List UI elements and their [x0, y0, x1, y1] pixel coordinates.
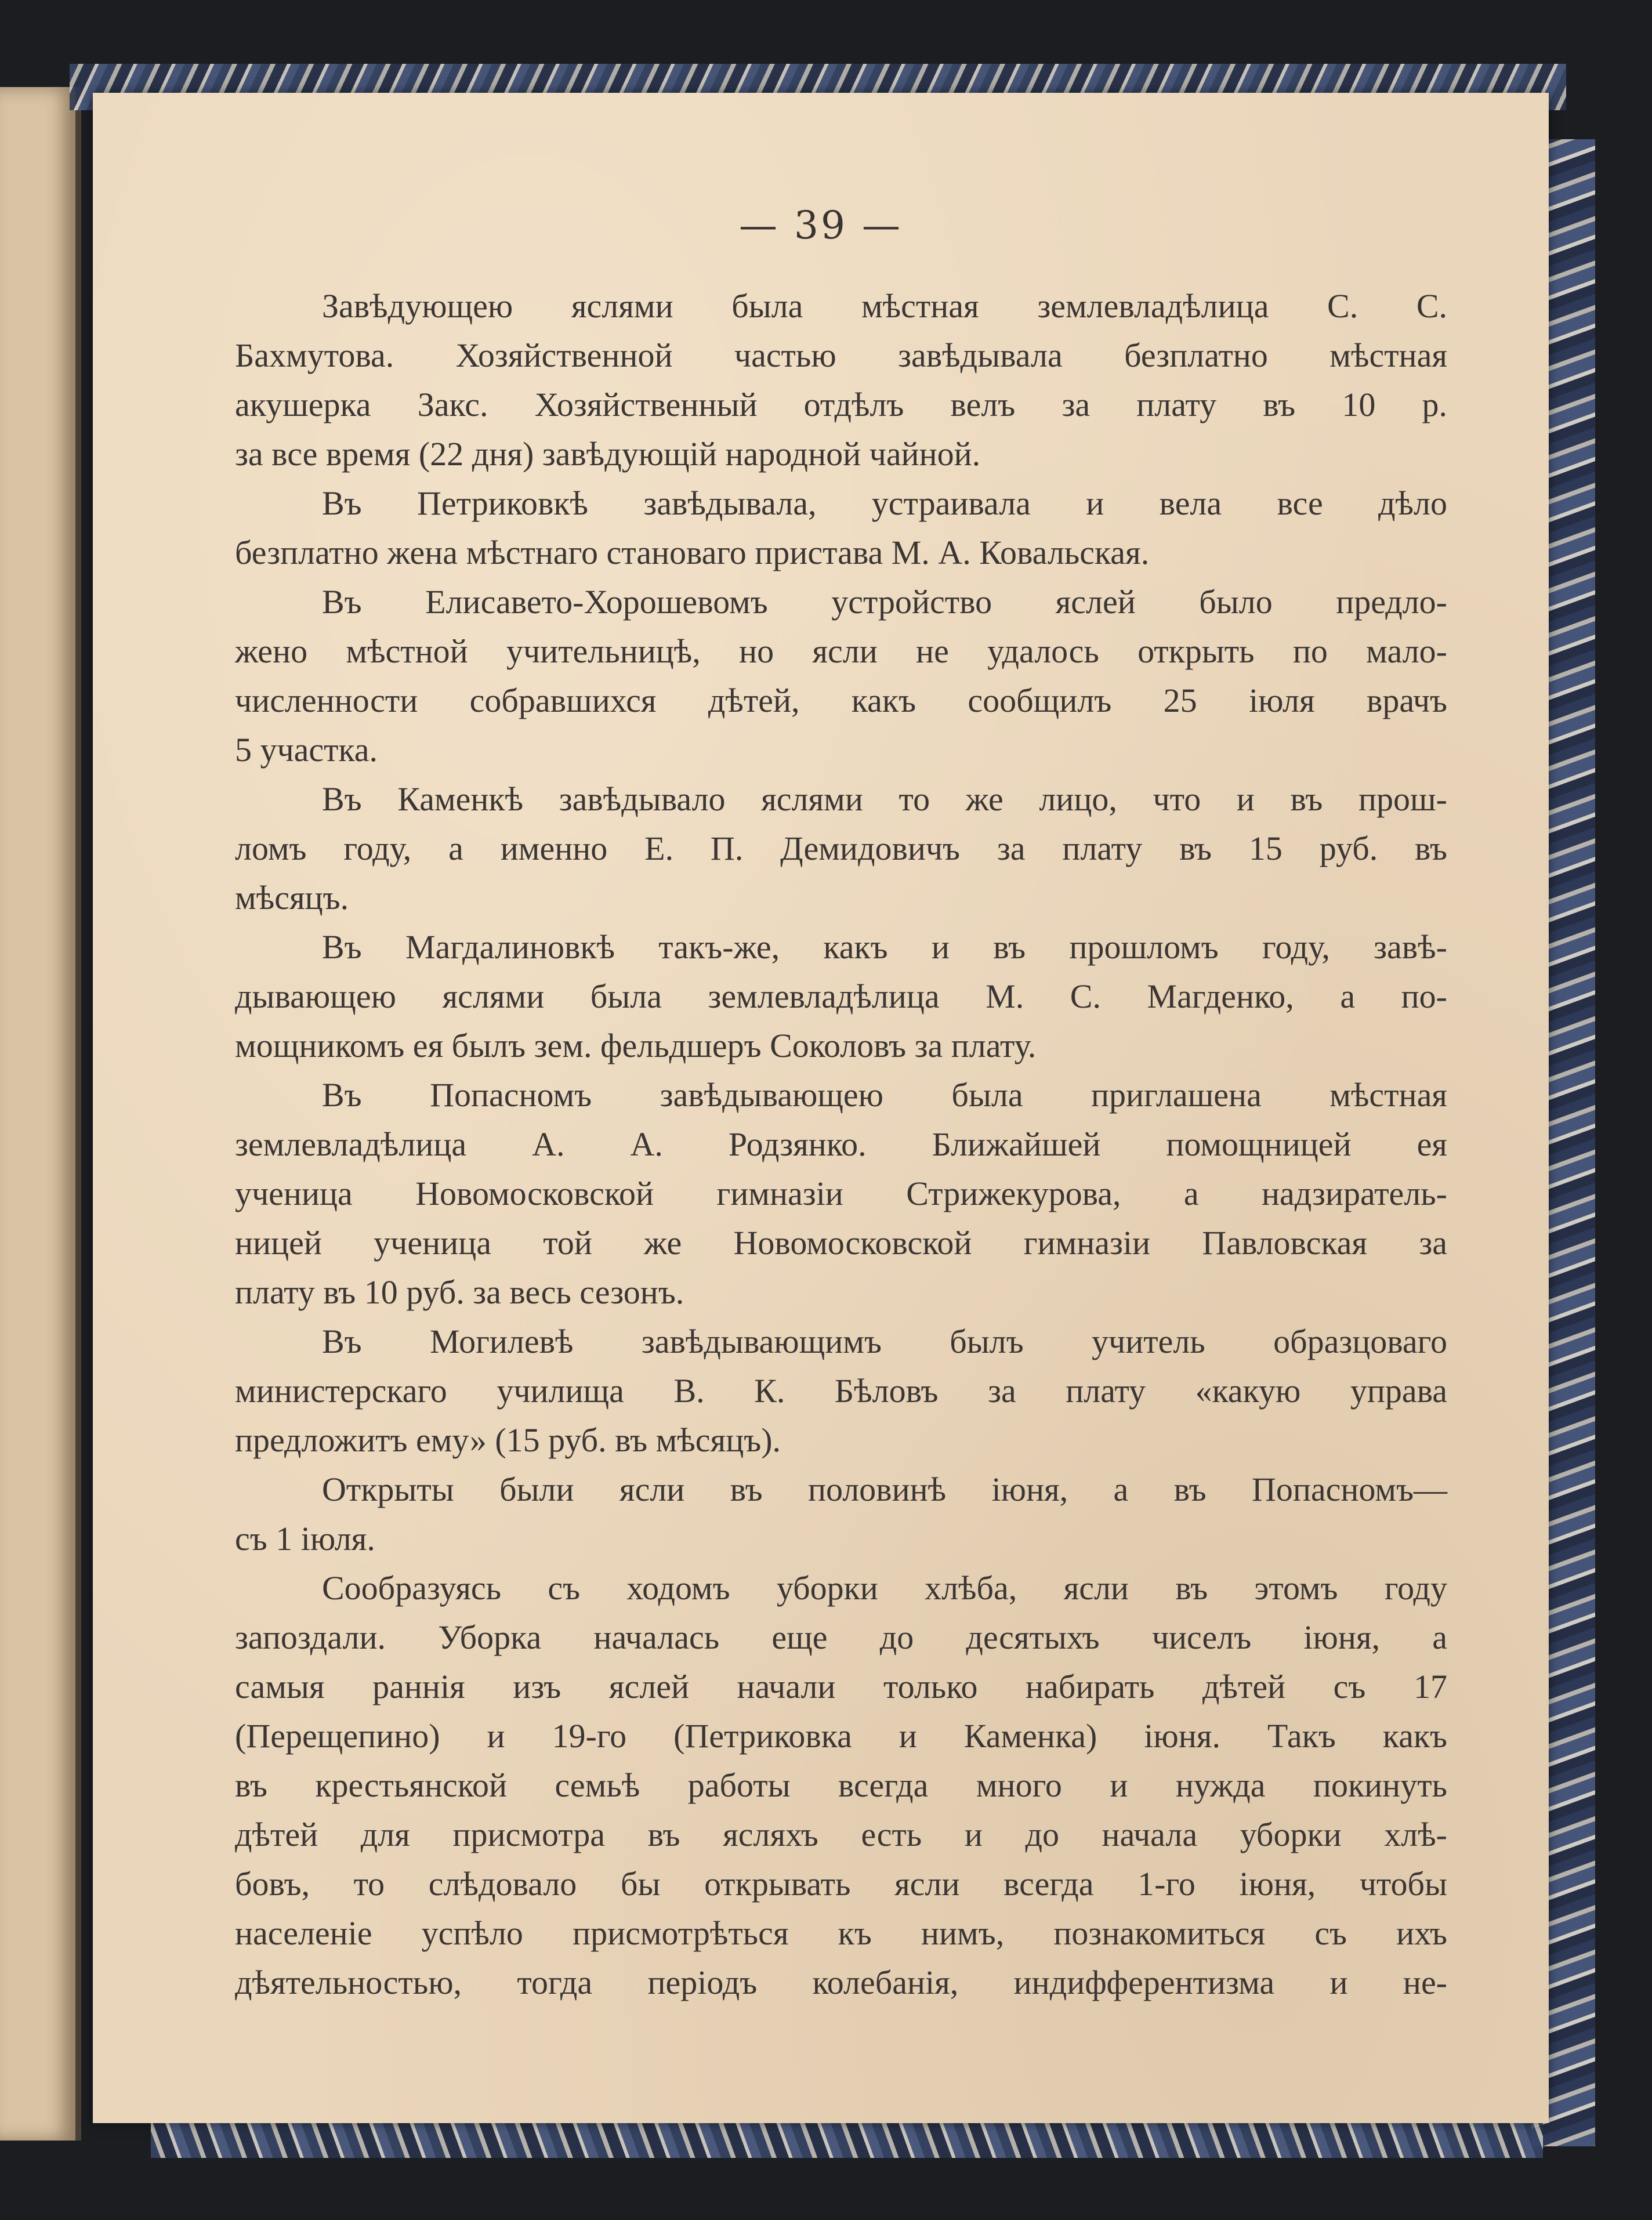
text-line: дѣтей для присмотра въ ясляхъ есть и до начала уборки хлѣ-	[235, 1816, 1447, 1853]
text-line: министерскаго училища В. К. Бѣловъ за плату «какую управа	[235, 1372, 1447, 1410]
text-line: запоздали. Уборка началась еще до десятыхъ чиселъ іюня, а	[235, 1618, 1447, 1656]
paragraph	[235, 577, 1447, 774]
paragraph	[235, 774, 1447, 922]
paragraph	[235, 1465, 1447, 1563]
text-line: населеніе успѣло присмотрѣться къ нимъ, познакомиться съ ихъ	[235, 1914, 1447, 1952]
text-line: землевладѣлица А. А. Родзянко. Ближайшей помощницей ея	[235, 1125, 1447, 1163]
text-line: въ крестьянской семьѣ работы всегда много и нужда покинуть	[235, 1766, 1447, 1804]
text-line: жено мѣстной учительницѣ, но ясли не удалось открыть по мало-	[235, 632, 1447, 670]
text-line: Въ Магдалиновкѣ такъ-же, какъ и въ прошломъ году, завѣ-	[322, 928, 1447, 966]
text-line: Сообразуясь съ ходомъ уборки хлѣба, ясли въ этомъ году	[322, 1569, 1447, 1607]
text-line: безплатно жена мѣстнаго становаго пристава М. А. Ковальская.	[235, 534, 1150, 571]
text-line: предложитъ ему» (15 руб. въ мѣсяцъ).	[235, 1421, 781, 1459]
paragraph	[235, 922, 1447, 1070]
paragraph	[235, 479, 1447, 577]
text-line: плату въ 10 руб. за весь сезонъ.	[235, 1273, 684, 1311]
text-line: дѣятельностью, тогда періодъ колебанія, индифферентизма и не-	[235, 1964, 1447, 2001]
text-line: Въ Каменкѣ завѣдывало яслями то же лицо, что и въ прош-	[322, 780, 1447, 818]
paragraph	[235, 281, 1447, 479]
text-line: Въ Елисавето-Хорошевомъ устройство яслей было предло-	[322, 583, 1447, 621]
text-line: съ 1 іюля.	[235, 1520, 375, 1558]
text-line: Въ Могилевѣ завѣдывающимъ былъ учитель образцоваго	[322, 1323, 1447, 1360]
text-line: мѣсяцъ.	[235, 879, 349, 917]
text-line: ученица Новомосковской гимназіи Стрижекурова, а надзиратель-	[235, 1175, 1447, 1212]
text-line: самыя раннія изъ яслей начали только набирать дѣтей съ 17	[235, 1668, 1447, 1705]
text-line: за все время (22 дня) завѣдующій народной чайной.	[235, 435, 981, 473]
adjacent-page-edge	[0, 87, 81, 2141]
paragraph	[235, 1563, 1447, 2007]
text-line: численности собравшихся дѣтей, какъ сообщилъ 25 іюля врачъ	[235, 682, 1447, 719]
text-line: ницей ученица той же Новомосковской гимназіи Павловская за	[235, 1224, 1447, 1262]
text-line: бовъ, то слѣдовало бы открывать ясли всегда 1-го іюня, чтобы	[235, 1865, 1447, 1903]
paragraph	[235, 1070, 1447, 1317]
page-body-text	[235, 281, 1447, 2007]
text-line: (Перещепино) и 19-го (Петриковка и Каменка) іюня. Такъ какъ	[235, 1717, 1447, 1755]
page-number: — 39 —	[739, 203, 903, 248]
text-line: мощникомъ ея былъ зем. фельдшеръ Соколовъ за плату.	[235, 1027, 1037, 1064]
text-line: Въ Петриковкѣ завѣдывала, устраивала и вела все дѣло	[322, 484, 1447, 522]
paragraph	[235, 1317, 1447, 1465]
text-line: 5 участка.	[235, 731, 378, 769]
book-page	[93, 93, 1549, 2123]
text-line: Въ Попасномъ завѣдывающею была приглашена мѣстная	[322, 1076, 1447, 1114]
text-line: ломъ году, а именно Е. П. Демидовичъ за плату въ 15 руб. въ	[235, 830, 1447, 867]
text-line: дывающею яслями была землевладѣлица М. С. Магденко, а по-	[235, 977, 1447, 1015]
text-line: Открыты были ясли въ половинѣ іюня, а въ Попасномъ—	[322, 1471, 1447, 1508]
text-line: Бахмутова. Хозяйственной частью завѣдывала безплатно мѣстная	[235, 336, 1447, 374]
text-line: Завѣдующею яслями была мѣстная землевладѣлица С. С.	[322, 287, 1447, 325]
text-line: акушерка Закс. Хозяйственный отдѣлъ велъ за плату въ 10 р.	[235, 386, 1447, 423]
